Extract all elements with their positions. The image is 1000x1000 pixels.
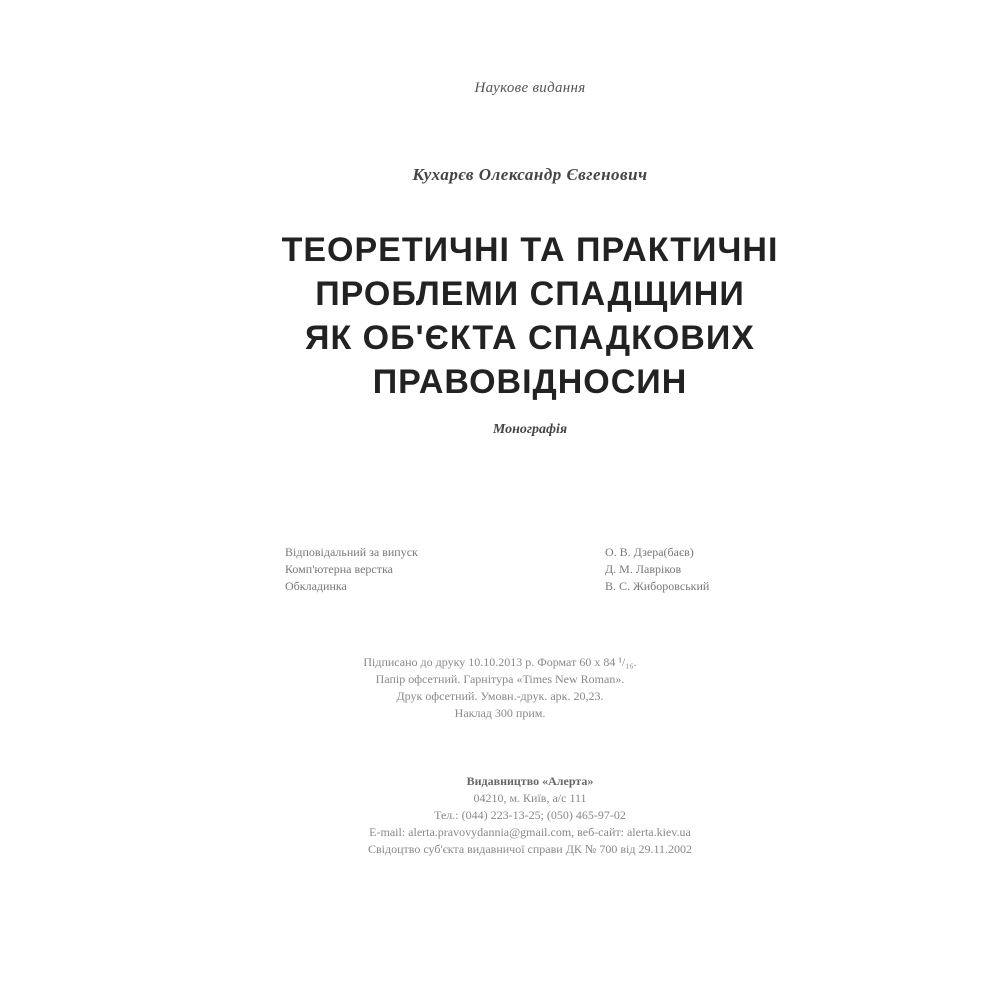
title-line: ПРАВОВІДНОСИН [372,363,688,401]
credit-person: Д. М. Лавріков [605,562,682,576]
credit-row [285,544,765,561]
print-info-line: Наклад 300 прим. [454,706,546,720]
title-line: ПРОБЛЕМИ СПАДЩИНИ [315,275,745,313]
title-line: ЯК ОБ'ЄКТА СПАДКОВИХ [305,319,755,357]
title-line: ТЕОРЕТИЧНІ ТА ПРАКТИЧНІ [281,231,779,269]
credit-role: Обкладинка [285,579,347,593]
publisher-address: 04210, м. Київ, а/с 111 [473,791,587,805]
edition-type: Наукове видання [474,80,586,96]
credit-person: В. С. Жиборовський [605,579,710,593]
print-info-line: Папір офсетний. Гарнітура «Times New Roman». [375,672,625,686]
credits-block [285,544,765,595]
credit-row [285,578,765,595]
book-title [0,228,1000,404]
print-info-block [0,654,1000,722]
genre-label: Монографія [492,422,568,437]
credit-role: Відповідальний за випуск [285,545,418,559]
credit-person: О. В. Дзера(баєв) [605,545,694,559]
author-name: Кухарєв Олександр Євгенович [412,165,648,184]
print-info-line: Друк офсетний. Умовн.-друк. арк. 20,23. [396,689,604,703]
publisher-certificate: Свідоцтво суб'єкта видавничої справи ДК № 700 від 29.11.2002 [367,842,693,856]
print-info-line: Підписано до друку 10.10.2013 р. Формат 60 х 84 ¹/₁₆. [363,655,637,669]
publisher-contacts: E-mail: alerta.pravovydannia@gmail.com, веб-сайт: alerta.kiev.ua [369,825,691,839]
credit-row [285,561,765,578]
credit-role: Комп'ютерна верстка [285,562,393,576]
publisher-block [0,773,1000,858]
publisher-name: Видавництво «Алерта» [466,774,594,788]
publisher-phone: Тел.: (044) 223-13-25; (050) 465-97-02 [434,808,626,822]
